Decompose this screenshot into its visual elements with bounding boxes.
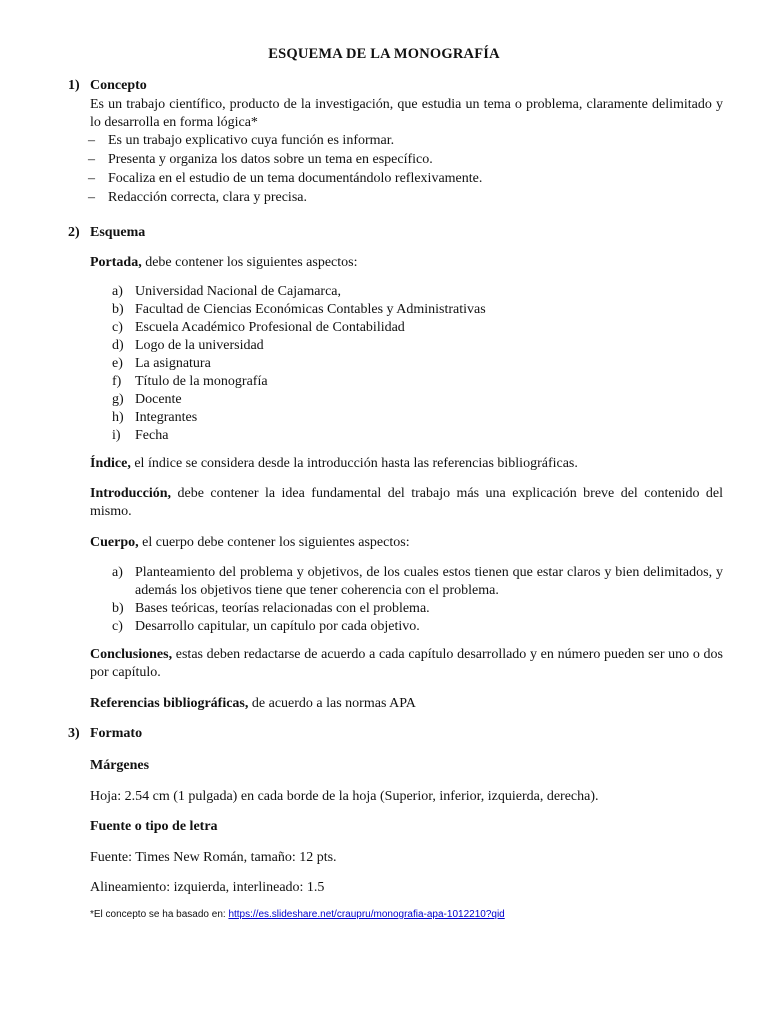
concepto-bullet: – Presenta y organiza los datos sobre un tema en específico. bbox=[88, 152, 433, 167]
portada-paragraph: Portada, debe contener los siguientes aspectos: bbox=[90, 255, 358, 270]
alineamiento-text: Alineamiento: izquierda, interlineado: 1.5 bbox=[90, 880, 325, 895]
list-item: i) Fecha bbox=[112, 428, 169, 443]
list-item: a) Universidad Nacional de Cajamarca, bbox=[112, 284, 342, 299]
referencias-paragraph: Referencias bibliográficas, de acuerdo a las normas APA bbox=[90, 696, 416, 711]
list-item: e) La asignatura bbox=[112, 356, 211, 371]
section-3-number: 3) bbox=[68, 726, 80, 741]
cuerpo-list bbox=[112, 564, 723, 636]
document-title: ESQUEMA DE LA MONOGRAFÍA bbox=[268, 46, 500, 62]
footnote-link[interactable]: https://es.slideshare.net/craupru/monografia-apa-1012210?qid bbox=[228, 909, 505, 920]
concepto-bullet: – Focaliza en el estudio de un tema documentándolo reflexivamente. bbox=[88, 171, 483, 186]
margenes-heading: Márgenes bbox=[90, 758, 150, 773]
cuerpo-paragraph: Cuerpo, el cuerpo debe contener los siguientes aspectos: bbox=[90, 535, 410, 550]
concepto-bullet: – Es un trabajo explicativo cuya función es informar. bbox=[88, 133, 395, 148]
list-item: b) Facultad de Ciencias Económicas Contables y Administrativas bbox=[112, 302, 486, 317]
concepto-paragraph: Es un trabajo científico, producto de la investigación, que estudia un tema o problema, claramente delimitado y lo desarrolla en forma lógica* bbox=[90, 97, 723, 130]
list-item: d) Logo de la universidad bbox=[112, 338, 264, 353]
introduccion-paragraph: Introducción, debe contener la idea fundamental del trabajo más una explicación breve del contenido del mismo. bbox=[90, 486, 723, 519]
footnote-text: *El concepto se ha basado en: bbox=[90, 909, 229, 920]
section-2-heading: Esquema bbox=[90, 225, 146, 240]
conclusiones-paragraph: Conclusiones, estas deben redactarse de acuerdo a cada capítulo desarrollado y en número pueden ser uno o dos por capítulo. bbox=[90, 647, 723, 680]
footnote bbox=[90, 909, 505, 920]
list-item: f) Título de la monografía bbox=[112, 374, 268, 389]
fuente-text: Fuente: Times New Román, tamaño: 12 pts. bbox=[90, 850, 337, 865]
list-item: c) Desarrollo capitular, un capítulo por cada objetivo. bbox=[112, 619, 420, 634]
section-3-heading: Formato bbox=[90, 726, 143, 741]
hoja-text: Hoja: 2.54 cm (1 pulgada) en cada borde de la hoja (Superior, inferior, izquierda, derecha). bbox=[90, 789, 599, 804]
section-1-number: 1) bbox=[68, 78, 80, 93]
concepto-bullet: – Redacción correcta, clara y precisa. bbox=[88, 190, 307, 205]
list-item: c) Escuela Académico Profesional de Contabilidad bbox=[112, 320, 405, 335]
list-item: h) Integrantes bbox=[112, 410, 198, 425]
list-item: b) Bases teóricas, teorías relacionadas con el problema. bbox=[112, 601, 430, 616]
section-2-number: 2) bbox=[68, 225, 80, 240]
section-1-heading: Concepto bbox=[90, 78, 147, 93]
fuente-heading: Fuente o tipo de letra bbox=[90, 819, 218, 834]
indice-paragraph: Índice, el índice se considera desde la introducción hasta las referencias bibliográficas. bbox=[90, 456, 578, 471]
portada-list bbox=[112, 283, 723, 445]
list-item: g) Docente bbox=[112, 392, 182, 407]
list-item: a) Planteamiento del problema y objetivos, de los cuales estos tienen que estar claros y bien delimitados, y además los objetivos tiene que tener coherencia con el problema. bbox=[112, 565, 723, 598]
